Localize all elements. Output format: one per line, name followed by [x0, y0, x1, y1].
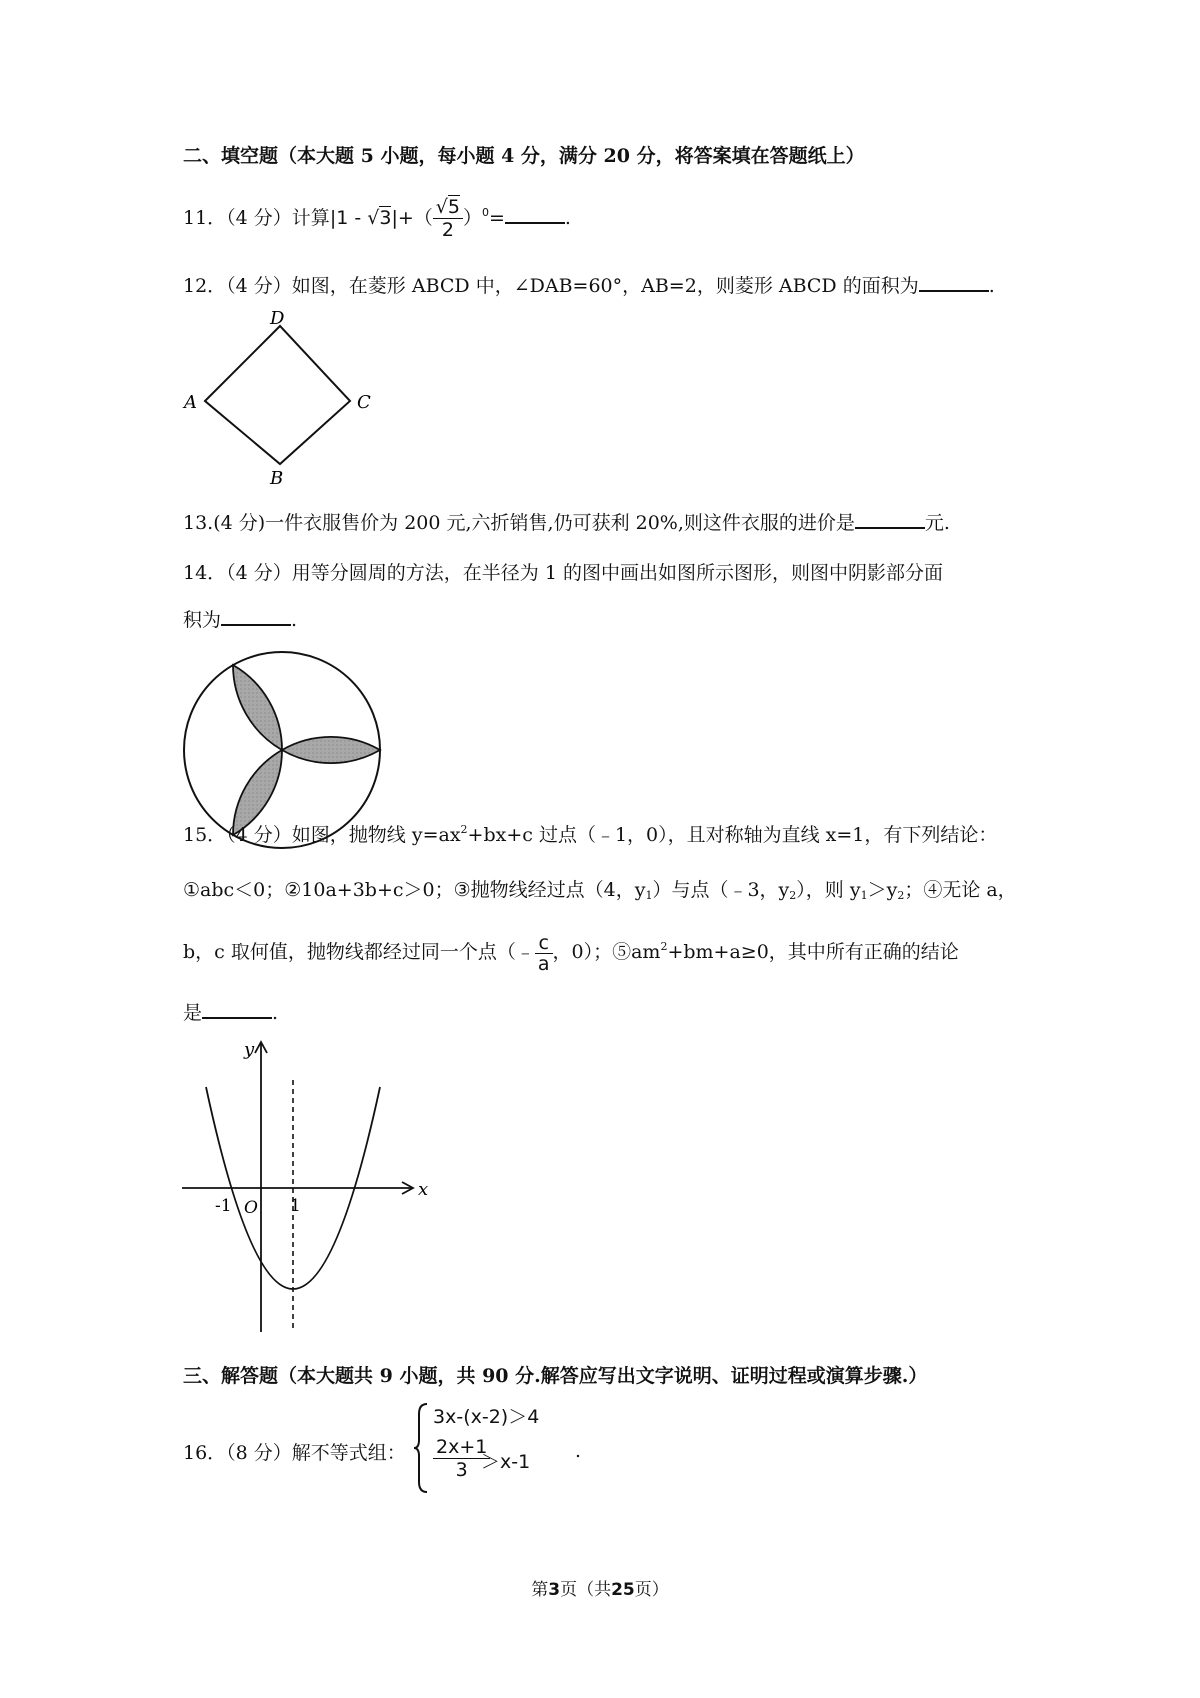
- vertex-label-c: C: [357, 392, 371, 413]
- q12-end: .: [988, 275, 995, 297]
- q11-sqrt3: 3: [379, 207, 392, 229]
- answer-blank-11[interactable]: [505, 202, 565, 224]
- vertex-label-d: D: [270, 308, 285, 329]
- question-15-line-1: [183, 822, 997, 848]
- answer-blank-12[interactable]: [919, 270, 989, 292]
- answer-blank-15[interactable]: [202, 997, 272, 1019]
- q16-end: .: [575, 1440, 582, 1462]
- superscript: 2: [660, 940, 668, 953]
- sqrt-sign: √: [367, 207, 380, 229]
- rhombus-figure: [180, 308, 380, 488]
- q16-inequality-2-rest: ＞x-1: [481, 1451, 531, 1473]
- footer-text: 页）: [634, 1580, 669, 1600]
- q15-text: ①abc＜0；②10a+3b+c＞0；③抛物线经过点（4，y: [183, 879, 646, 901]
- subscript: 2: [897, 889, 905, 902]
- q15-text: ，0）；⑤am: [552, 941, 661, 963]
- q15-text: 是: [183, 1002, 203, 1024]
- question-16: [183, 1400, 703, 1500]
- q13-end: 元.: [924, 512, 950, 534]
- section-3-heading: 三、解答题（本大题共 9 小题，共 90 分.解答应写出文字说明、证明过程或演算步骤.）: [183, 1365, 928, 1387]
- q15-text: ；④无论 a，: [904, 879, 1017, 901]
- q15-text: +bm+a≥0，其中所有正确的结论: [667, 941, 959, 963]
- question-14-line-2: [183, 604, 297, 633]
- sqrt-sign: √: [435, 196, 448, 218]
- q14-end: .: [291, 609, 298, 631]
- answer-blank-14[interactable]: [221, 604, 291, 626]
- q11-frac-den: 2: [441, 219, 454, 241]
- section-2-heading: 二、填空题（本大题 5 小题，每小题 4 分，满分 20 分，将答案填在答题纸上）: [183, 145, 865, 167]
- question-11: [183, 196, 571, 241]
- rhombus-shape: [205, 326, 350, 464]
- q11-eq: =: [489, 207, 505, 229]
- q15-text: ），则 y: [796, 879, 861, 901]
- q11-abs-open: |1 -: [329, 207, 368, 229]
- q15-text: 15．（4 分）如图，抛物线 y=ax: [183, 824, 461, 846]
- question-14-line-1: 14．（4 分）用等分圆周的方法，在半径为 1 的图中画出如图所示图形，则图中阴影部分面: [183, 562, 943, 584]
- total-pages: 25: [611, 1580, 635, 1600]
- q15-text: +bx+c 过点（﹣1，0），且对称轴为直线 x=1，有下列结论：: [467, 824, 998, 846]
- question-15-line-3: [183, 933, 959, 974]
- q14-line2: 积为: [183, 609, 222, 631]
- q13-text: 13.(4 分)一件衣服售价为 200 元,六折销售,仍可获利 20%,则这件衣服的进价是: [183, 512, 855, 534]
- q15-end: .: [272, 1002, 279, 1024]
- page-number: 3: [548, 1580, 561, 1600]
- shaded-petal: [233, 665, 282, 750]
- subscript: 2: [789, 889, 797, 902]
- footer-text: 页（共: [560, 1580, 612, 1600]
- fraction-numerator: 2x+1: [433, 1436, 490, 1459]
- q12-text: 12．（4 分）如图，在菱形 ABCD 中，∠DAB=60°，AB=2，则菱形 ABCD 的面积为: [183, 275, 919, 297]
- q11-fraction: [433, 196, 463, 241]
- question-15-line-2: [183, 877, 1017, 903]
- c-over-a-fraction: [535, 933, 553, 974]
- q15-text: b，c 取何值，抛物线都经过同一个点（﹣: [183, 941, 535, 963]
- q15-text: ＞y: [867, 879, 898, 901]
- brace-path: [414, 1404, 427, 1492]
- q11-abs-close: |+（: [391, 207, 433, 229]
- answer-blank-13[interactable]: [855, 507, 925, 529]
- q11-frac-num: 5: [447, 196, 460, 218]
- q11-exponent: 0: [482, 206, 489, 219]
- q11-close: ）: [462, 207, 482, 229]
- question-12: [183, 270, 995, 299]
- shaded-petal: [282, 737, 380, 763]
- q11-prefix: 11．（4 分）计算: [183, 207, 330, 229]
- tick-label-neg1: -1: [215, 1196, 232, 1216]
- fraction-numerator: c: [535, 933, 553, 954]
- tick-label-1: 1: [290, 1196, 301, 1216]
- page-footer: [0, 1575, 1200, 1600]
- y-axis-label: y: [244, 1039, 255, 1060]
- fraction-denominator: a: [537, 953, 550, 975]
- fraction-denominator: 3: [455, 1459, 468, 1481]
- subscript: 1: [645, 889, 653, 902]
- superscript: 2: [460, 823, 468, 836]
- q16-prefix: 16．（8 分）解不等式组：: [183, 1442, 406, 1464]
- subscript: 1: [860, 889, 868, 902]
- question-15-line-4: [183, 997, 278, 1026]
- vertex-label-a: A: [184, 392, 197, 413]
- q11-end: .: [564, 207, 571, 229]
- parabola-graph: [180, 1035, 440, 1335]
- footer-text: 第: [531, 1580, 549, 1600]
- origin-label: O: [244, 1198, 258, 1218]
- q16-inequality-1: 3x-(x-2)＞4: [433, 1406, 540, 1428]
- system-brace: [413, 1402, 429, 1494]
- x-axis-label: x: [418, 1179, 429, 1200]
- vertex-label-b: B: [270, 468, 284, 488]
- q15-text: ）与点（﹣3，y: [652, 879, 790, 901]
- question-13: [183, 507, 950, 536]
